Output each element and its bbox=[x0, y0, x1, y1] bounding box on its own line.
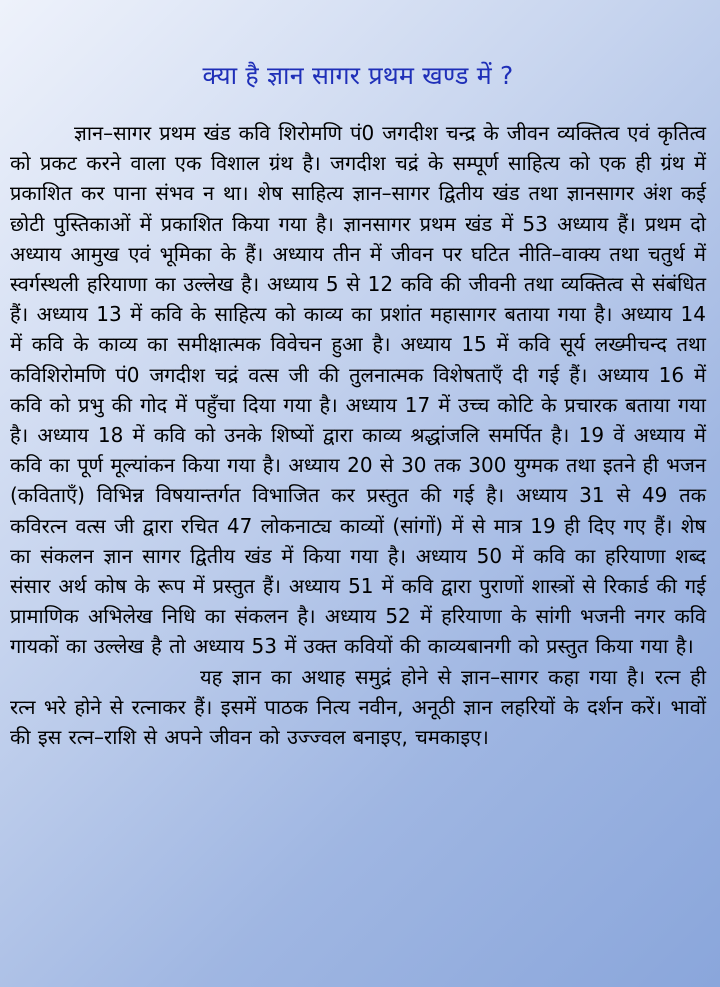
paragraph-2: यह ज्ञान का अथाह समुद्रं होने से ज्ञान–सागर कहा गया है। रत्न ही रत्न भरे होने से रत्नाकर हैं। इसमें पाठक नित्य नवीन, अनूठी ज्ञान लहरियों के दर्शन करें। भावों की इस रत्न–राशि से अपने जीवन को उज्ज्वल बनाइए, चमकाइए। bbox=[10, 664, 706, 750]
paragraph-1: ज्ञान–सागर प्रथम खंड कवि शिरोमणि पं0 जगदीश चन्द्र के जीवन व्यक्तित्व एवं कृतित्व को प्रकट करने वाला एक विशाल ग्रंथ है। जगदीश चद्रं के सम्पूर्ण साहित्य को एक ही ग्रंथ में प्रकाशित कर पाना संभव न था। शेष साहित्य ज्ञान–सागर द्वितीय खंड तथा ज्ञानसागर अंश कई छोटी पुस्तिकाओं में प्रकाशित किया गया है। ज्ञानसागर प्रथम खंड में 53 अध्याय हैं। प्रथम दो अध्याय आमुख एवं भूमिका के हैं। अध्याय तीन में जीवन पर घटित नीति–वाक्य तथा चतुर्थ में स्वर्गस्थली हरियाणा का उल्लेख है। अध्याय 5 से 12 कवि की जीवनी तथा व्यक्तित्व से संबंधित हैं। अध्याय 13 में कवि के साहित्य को काव्य का प्रशांत महासागर बताया गया है। अध्याय 14 में कवि के काव्य का समीक्षात्मक विवेचन हुआ है। अध्याय 15 में कवि सूर्य लख्मीचन्द तथा कविशिरोमणि पं0 जगदीश चद्रं वत्स जी की तुलनात्मक विशेषताएँ दी गई हैं। अध्याय 16 में कवि को प्रभु की गोद में पहुँचा दिया गया है। अध्याय 17 में उच्च कोटि के प्रचारक बताया गया है। अध्याय 18 में कवि को उनके शिष्यों द्वारा काव्य श्रद्धांजलि समर्पित है। 19 वें अध्याय में कवि का पूर्ण मूल्यांकन किया गया है। अध्याय 20 से 30 तक 300 युग्मक तथा इतने ही भजन (कविताएँ) विभिन्न विषयान्तर्गत विभाजित कर प्रस्तुत की गई है। अध्याय 31 से 49 तक कविरत्न वत्स जी द्वारा रचित 47 लोकनाट्य काव्यों (सांगों) में से मात्र 19 ही दिए गए हैं। शेष का संकलन ज्ञान सागर द्वितीय खंड में किया गया है। अध्याय 50 में कवि का हरियाणा शब्द संसार अर्थ कोष के रूप में प्रस्तुत हैं। अध्याय 51 में कवि द्वारा पुराणों शास्त्रों से रिकार्ड की गई प्रामाणिक अभिलेख निधि का संकलन है। अध्याय 52 में हरियाणा के सांगी भजनी नगर कवि गायकों का उल्लेख है तो अध्याय 53 में उक्त कवियों की काव्यबानगी को प्रस्तुत किया गया है। bbox=[10, 121, 706, 659]
page-title: क्या है ज्ञान सागर प्रथम खण्ड में ? bbox=[202, 61, 514, 90]
